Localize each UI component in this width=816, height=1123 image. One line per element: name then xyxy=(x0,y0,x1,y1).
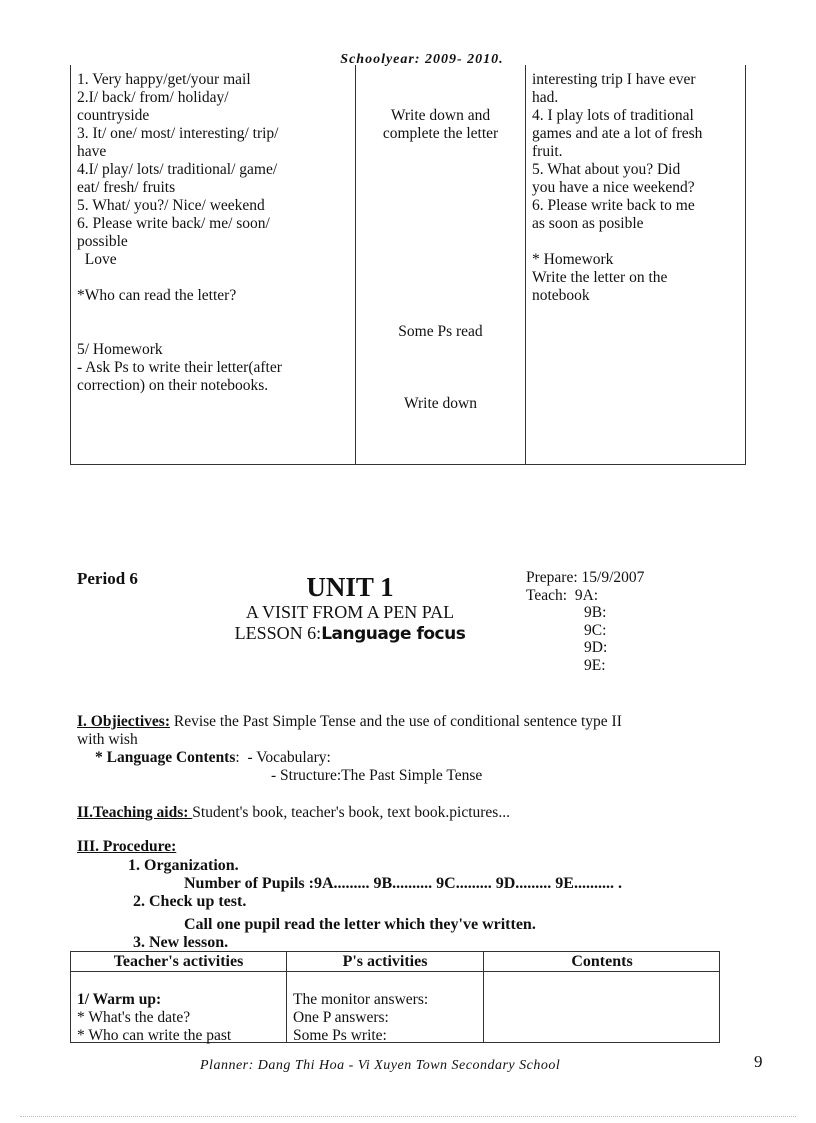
text-line: 2.I/ back/ from/ holiday/ xyxy=(77,89,229,106)
check-up-step: 2. Check up test. xyxy=(133,893,247,910)
text-line: 1. Very happy/get/your mail xyxy=(77,71,251,88)
language-contents-label: * Language Contents xyxy=(95,749,236,766)
text-line: interesting trip I have ever xyxy=(532,71,696,88)
text-line: The monitor answers: xyxy=(293,991,429,1008)
prepare-date: Prepare: 15/9/2007 xyxy=(526,569,645,586)
text-line: complete the letter xyxy=(382,125,499,142)
teach-class-9a: Teach: 9A: xyxy=(526,586,599,604)
pupils-activities-cell xyxy=(356,107,525,143)
text-line: had. xyxy=(532,89,559,106)
text-line: you have a nice weekend? xyxy=(532,179,695,196)
teach-class: 9D: xyxy=(584,639,608,656)
text-line: 6. Please write back/ me/ soon/ xyxy=(77,215,270,232)
text-line xyxy=(532,233,744,251)
text-line: 3. It/ one/ most/ interesting/ trip/ xyxy=(77,125,279,142)
text-line: have xyxy=(77,143,107,160)
text-line xyxy=(77,269,351,287)
period-label: Period 6 xyxy=(77,569,138,588)
check-up-instruction: Call one pupil read the letter which they've written. xyxy=(184,916,536,933)
lesson-title-block xyxy=(190,572,510,645)
some-ps-read-text: Some Ps read xyxy=(398,323,483,340)
column-header-pupils: P's activities xyxy=(342,953,428,970)
teaching-aids-section xyxy=(77,804,510,822)
text-line: 5. What/ you?/ Nice/ weekend xyxy=(77,197,265,214)
text-line: 4.I/ play/ lots/ traditional/ game/ xyxy=(77,161,278,178)
text-line: Write down and xyxy=(390,107,491,124)
header-divider xyxy=(71,971,719,972)
text-line: 5. What about you? Did xyxy=(532,161,681,178)
column-header-contents: Contents xyxy=(571,953,633,970)
text-line: 6. Please write back to me xyxy=(532,197,695,214)
text-line: 5/ Homework xyxy=(77,341,163,358)
text-line: Love xyxy=(77,251,117,268)
teacher-activities-cell xyxy=(77,991,283,1045)
teach-class: 9B: xyxy=(584,604,607,621)
objectives-text-cont: with wish xyxy=(77,731,138,748)
lesson-name xyxy=(190,622,510,645)
lesson-activities-table-top xyxy=(70,65,746,465)
text-line: *Who can read the letter? xyxy=(77,287,237,304)
text-line: fruit. xyxy=(532,143,563,160)
text-line xyxy=(77,305,351,323)
text-line xyxy=(77,323,351,341)
unit-subtitle: A VISIT FROM A PEN PAL xyxy=(245,602,455,622)
text-line: 4. I play lots of traditional xyxy=(532,107,694,124)
teacher-activities-cell xyxy=(77,71,351,395)
teaching-aids-heading: II.Teaching aids: xyxy=(77,804,193,821)
teaching-aids-text: Student's book, teacher's book, text book.pictures... xyxy=(192,804,510,821)
text-line: One P answers: xyxy=(293,1009,389,1026)
teach-class: 9C: xyxy=(584,621,607,639)
planner-footer: Planner: Dang Thi Hoa - Vi Xuyen Town Secondary School xyxy=(200,1058,561,1073)
lesson-focus-title: Language focus xyxy=(321,624,466,644)
new-lesson-step: 3. New lesson. xyxy=(133,934,229,951)
unit-title: UNIT 1 xyxy=(306,572,394,602)
text-line: possible xyxy=(77,233,128,250)
objectives-text: Revise the Past Simple Tense and the use of conditional sentence type II xyxy=(169,713,622,730)
text-line: Write the letter on the xyxy=(532,269,668,286)
pupils-activities-cell xyxy=(293,991,481,1045)
page-bottom-border xyxy=(20,1116,796,1117)
organization-step: 1. Organization. xyxy=(128,857,239,874)
prepare-teach-block xyxy=(526,569,644,674)
warm-up-heading: 1/ Warm up: xyxy=(77,991,162,1008)
text-line: eat/ fresh/ fruits xyxy=(77,179,176,196)
lesson-activities-table xyxy=(70,951,720,1043)
text-line: * Homework xyxy=(532,251,614,268)
school-year-header: Schoolyear: 2009- 2010. xyxy=(340,52,504,67)
column-header-teacher: Teacher's activities xyxy=(113,953,244,970)
contents-cell xyxy=(532,71,744,305)
column-divider xyxy=(525,65,526,464)
lesson-prefix: LESSON 6: xyxy=(234,623,322,643)
text-line: notebook xyxy=(532,287,590,304)
write-down-text: Write down xyxy=(404,395,477,412)
procedure-heading: III. Procedure: xyxy=(77,838,177,855)
objectives-section xyxy=(77,713,757,785)
number-of-pupils: Number of Pupils :9A......... 9B.......... 9C......... 9D......... 9E.......... . xyxy=(184,875,622,892)
text-line: - Ask Ps to write their letter(after xyxy=(77,359,282,376)
text-line: * What's the date? xyxy=(77,1009,191,1026)
text-line: Some Ps write: xyxy=(293,1027,387,1044)
teach-class: 9E: xyxy=(584,656,606,674)
structure-text: - Structure:The Past Simple Tense xyxy=(271,767,483,784)
objectives-heading: I. Objiectives: xyxy=(77,713,170,730)
text-line: countryside xyxy=(77,107,150,124)
page-number: 9 xyxy=(754,1052,763,1071)
text-line: * Who can write the past xyxy=(77,1027,232,1044)
vocabulary-label: : - Vocabulary: xyxy=(235,749,331,766)
text-line: correction) on their notebooks. xyxy=(77,377,269,394)
text-line: as soon as posible xyxy=(532,215,644,232)
text-line: games and ate a lot of fresh xyxy=(532,125,703,142)
